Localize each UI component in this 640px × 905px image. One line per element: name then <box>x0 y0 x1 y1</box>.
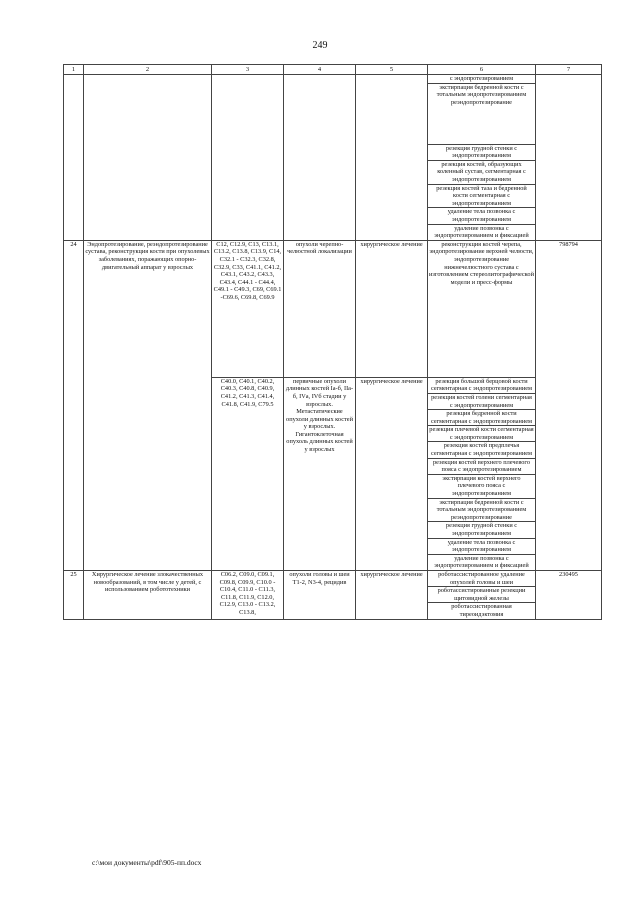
column-header: 5 <box>356 65 428 75</box>
empty-cell <box>284 75 356 241</box>
method-cell: резекция костей голени сегментарная с эндопротезированием <box>428 393 536 409</box>
icd-codes: C06.2, C09.0, C09.1, C09.8, C09.9, C10.0 - C10.4, C11.0 - C11.3, C11.8, C11.9, C12.0, C12.9, C13.0 - C13.2, C13.8, <box>212 570 284 619</box>
method-cell: удаление тела позвонка с эндопротезированием <box>428 208 536 224</box>
method-cell: роботассистированная тиреоидэктомия <box>428 603 536 619</box>
method-cell: удаление тела позвонка с эндопротезированием <box>428 538 536 554</box>
procedure-name: Хирургическое лечение злокачественных новообразований, в том числе у детей, с использованием робототехники <box>84 570 212 619</box>
table-row <box>64 75 602 84</box>
method-cell: экстирпация бедренной кости с тотальным эндопротезированием реэндопротезирование <box>428 498 536 522</box>
method-cell: резекция костей предплечья сегментарная с эндопротезированием <box>428 442 536 458</box>
method-cell: резекция костей верхнего плечевого пояса с эндопротезированием <box>428 458 536 474</box>
empty-cell <box>84 75 212 241</box>
empty-cell <box>536 75 602 241</box>
empty-cell <box>356 75 428 241</box>
empty-cell <box>64 75 84 241</box>
diagnosis: опухоли черепно-челюстной локализации <box>284 240 356 377</box>
icd-codes: C40.0, C40.1, C40.2, C40.3, C40.8, C40.9, C41.2, C41.3, C41.4, C41.8, C41.9, C79.5 <box>212 377 284 570</box>
method-cell: резекция грудной стенки с эндопротезированием <box>428 144 536 160</box>
method-cell: резекция большой берцовой кости сегментарная с эндопротезированием <box>428 377 536 393</box>
method-cell: резекция костей, образующих коленный сустав, сегментарная с эндопротезированием <box>428 160 536 184</box>
method-cell: реконструкция костей черепа, эндопротезирование верхней челюсти, эндопротезирование нижнечелюстного сустава с изготовлением стереолитографической модели и пресс-формы <box>428 240 536 377</box>
method-cell: резекция бедренной кости сегментарная с эндопротезированием <box>428 410 536 426</box>
diagnosis: опухоли головы и шеи T1-2, N3-4, рецидив <box>284 570 356 619</box>
empty-cell <box>212 75 284 241</box>
method-cell: резекция плечевой кости сегментарная с эндопротезированием <box>429 426 534 441</box>
procedure-name: Эндопротезирование, реэндопротезирование сустава, реконструкция кости при опухолевых заболеваниях, поражающих опорно-двигательный аппарат у взрослых <box>84 240 212 570</box>
treatment: хирургическое лечение <box>356 377 428 570</box>
table-row <box>64 240 602 377</box>
column-header: 3 <box>212 65 284 75</box>
column-header: 2 <box>84 65 212 75</box>
procedures-table <box>63 64 602 620</box>
method-cell: роботассистированное удаление опухолей головы и шеи <box>428 570 536 586</box>
header-row <box>64 65 602 75</box>
price: 230495 <box>536 570 602 619</box>
column-header: 6 <box>428 65 536 75</box>
method-cell: экстирпация костей верхнего плечевого пояса с эндопротезированием <box>428 474 536 498</box>
icd-codes: C12, C12.9, C13, C13.1, C13.2, C13.8, C13.9, C14, C32.1 - C32.3, C32.8, C32.9, C33, C41.1, C41.2, C43.1, C43.2, C43.3, C43.4, C44.1 - C44.4, C49.1 - C49.3, C69, C69.1 -C69.6, C69.8, C69.9 <box>212 240 284 377</box>
method-cell: экстирпация бедренной кости с тотальным эндопротезированием реэндопротезирование <box>428 83 536 144</box>
method-cell: резекция костей таза и бедренной кости сегментарная с эндопротезированием <box>428 184 536 208</box>
file-path-footer: c:\мои документы\pdf\905-пп.docx <box>92 858 202 867</box>
row-number: 25 <box>64 570 84 619</box>
method-cell: с эндопротезированием <box>428 75 536 84</box>
price: 798794 <box>536 240 602 570</box>
method-cell: удаление позвонка с эндопротезированием и фиксацией <box>428 554 536 570</box>
method-cell: роботассистированные резекции щитовидной железы <box>428 587 536 603</box>
row-number: 24 <box>64 240 84 570</box>
treatment: хирургическое лечение <box>356 570 428 619</box>
method-cell: удаление позвонка с эндопротезированием и фиксацией <box>428 224 536 240</box>
table-row <box>64 570 602 586</box>
diagnosis: первичные опухоли длинных костей Iа-б, IIа-б, IVа, IVб стадии у взрослых. Метастатические опухоли длинных костей у взрослых. Гигантоклеточная опухоль длинных костей у взрослых <box>284 377 356 570</box>
column-header: 7 <box>536 65 602 75</box>
column-header: 4 <box>284 65 356 75</box>
page-number: 249 <box>312 40 328 51</box>
column-header: 1 <box>64 65 84 75</box>
method-cell: резекция грудной стенки с эндопротезированием <box>428 522 536 538</box>
treatment: хирургическое лечение <box>356 240 428 377</box>
